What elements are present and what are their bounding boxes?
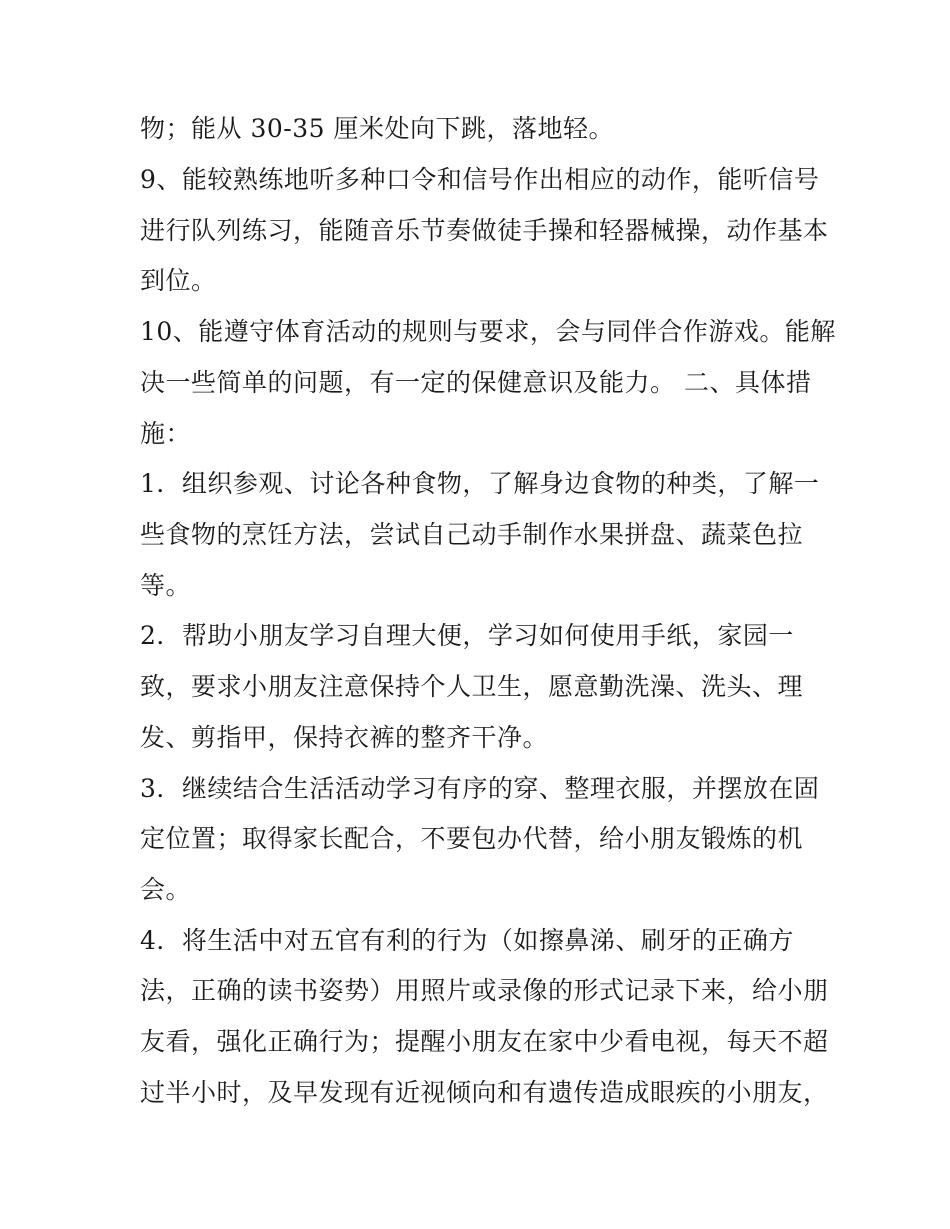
text-line: 发、剪指甲，保持衣裤的整齐干净。 [140,723,549,752]
text-line: 物；能从 30-35 厘米处向下跳，落地轻。 [140,114,614,143]
text-line: 法，正确的读书姿势）用照片或录像的形式记录下来，给小朋 [140,976,829,1005]
text-line: 会。 [140,875,192,904]
text-line: 3．继续结合生活活动学习有序的穿、整理衣服，并摆放在固 [140,774,820,803]
text-line: 等。 [140,571,192,600]
text-line: 1．组织参观、讨论各种食物，了解身边食物的种类，了解一 [140,469,820,498]
text-line: 进行队列练习，能随音乐节奏做徒手操和轻器械操，动作基本 [140,216,829,245]
text-line: 友看，强化正确行为；提醒小朋友在家中少看电视，每天不超 [140,1027,829,1056]
text-line: 些食物的烹饪方法，尝试自己动手制作水果拼盘、蔬菜色拉 [140,520,804,549]
text-line: 4．将生活中对五官有利的行为（如擦鼻涕、刷牙的正确方 [140,926,794,955]
text-line: 到位。 [140,266,217,295]
text-line: 过半小时，及早发现有近视倾向和有遗传造成眼疾的小朋友， [140,1078,829,1107]
text-line: 9、能较熟练地听多种口令和信号作出相应的动作，能听信号 [140,165,820,194]
text-line: 2．帮助小朋友学习自理大便，学习如何使用手纸，家园一 [140,621,794,650]
text-line: 定位置；取得家长配合，不要包办代替，给小朋友锻炼的机 [140,824,804,853]
text-line: 施： [140,419,192,448]
text-line: 决一些简单的问题，有一定的保健意识及能力。 二、具体措 [140,368,812,397]
text-line: 致，要求小朋友注意保持个人卫生，愿意勤洗澡、洗头、理 [140,672,804,701]
text-line: 10、能遵守体育活动的规则与要求，会与同伴合作游戏。能解 [140,317,836,346]
